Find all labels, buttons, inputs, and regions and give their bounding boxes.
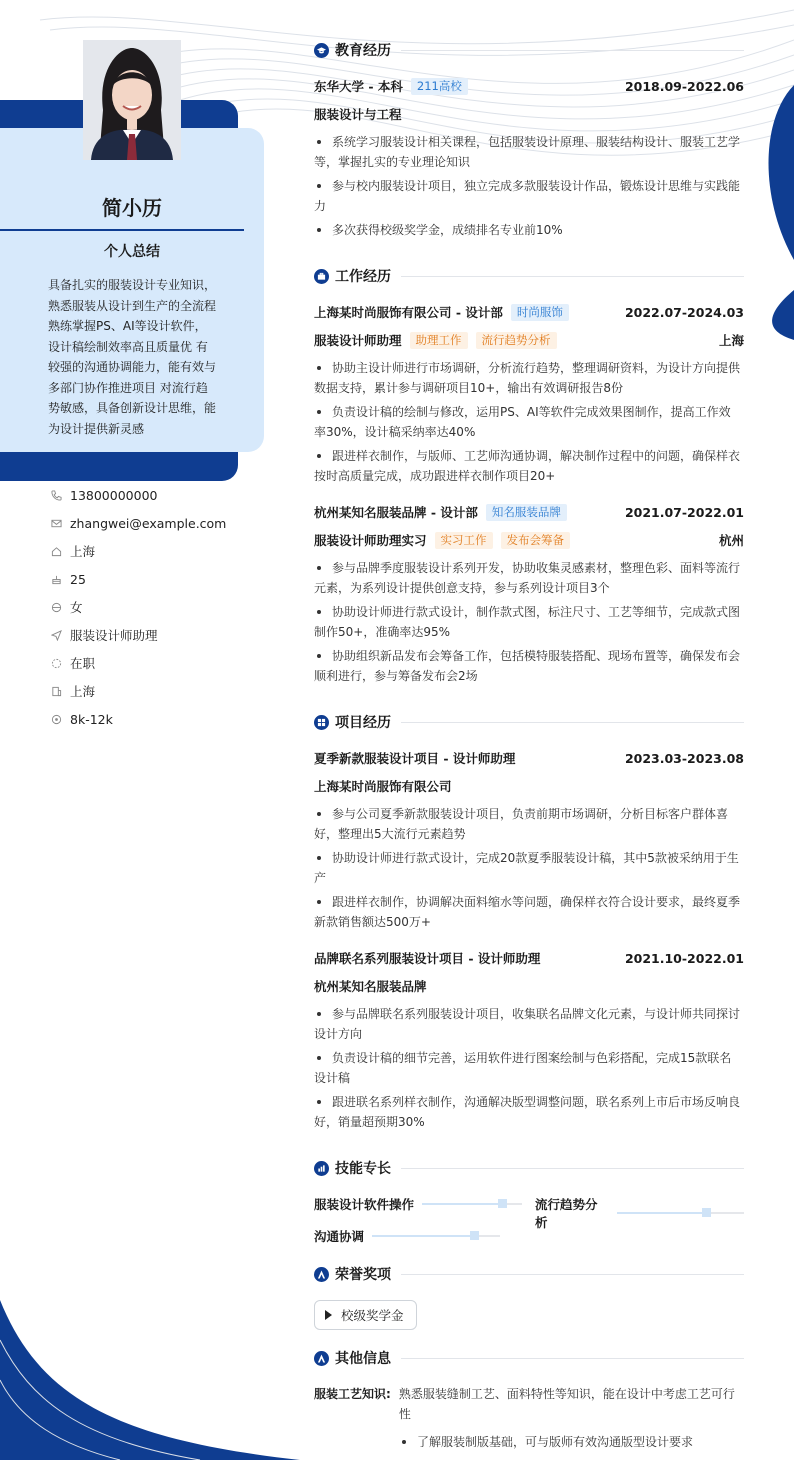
skill-bar-fill [617,1212,706,1214]
project-section-header [314,712,744,732]
skill-item [314,1227,500,1245]
section-divider [401,1274,744,1275]
skill-item [314,1195,522,1213]
info-salary [50,705,226,733]
list-item: 多次获得校级奖学金，成绩排名专业前10% [314,220,742,240]
info-value: 8k-12k [70,711,113,727]
section-title: 工作经历 [335,269,391,285]
grid-icon [314,715,329,730]
info-email [50,509,226,537]
work-date: 2021.07-2022.01 [624,504,744,520]
list-item: 了解服装制版基础，可与版师有效沟通版型设计要求 [399,1432,744,1452]
list-item: 参与品牌联名系列服装设计项目，收集联名品牌文化元素，与设计师共同探讨设计方向 [314,1004,742,1044]
summary-text: 具备扎实的服装设计专业知识，熟悉服装从设计到生产的全流程 熟练掌握PS、AI等设计软件，设计稿绘制效率高且质量优 有较强的沟通协调能力，能有效与多部门协作推进项目 对流行趋势敏感，具备创新设计思维，能为设计提供新灵感 [48,278,217,436]
skill-bar [422,1203,522,1205]
award-label: 校级奖学金 [341,1308,404,1323]
section-title: 荣誉奖项 [335,1267,391,1283]
section-divider [401,1358,744,1359]
work-section-header [314,266,744,286]
work-header-row [314,303,744,321]
school-name: 东华大学 - 本科 [314,79,403,94]
role-row [314,531,744,549]
other-section-header [314,1348,744,1368]
award-icon [314,1267,329,1282]
info-value: 在职 [70,656,96,671]
role-row [314,331,744,349]
info-age [50,565,226,593]
info-status [50,649,226,677]
project-name: 夏季新款服装设计项目 - 设计师助理 [314,751,516,766]
avatar-portrait [83,40,181,160]
info-location [50,537,226,565]
major-name: 服装设计与工程 [314,107,402,122]
role-tag: 流行趋势分析 [476,332,557,349]
mail-icon [50,517,62,529]
list-item: 负责设计稿的绘制与修改，运用PS、AI等软件完成效果图制作，提高工作效率30%，设计稿采纳率达40% [314,402,742,442]
summary-heading: 个人总结 [104,244,160,260]
section-title: 项目经历 [335,715,391,731]
graduation-cap-icon [314,43,329,58]
section-divider [401,1168,744,1169]
education-date: 2018.09-2022.06 [624,78,744,94]
list-item: 跟进联名系列样衣制作，沟通解决版型调整问题，联名系列上市后市场反响良好，销量超预期30% [314,1092,742,1132]
role-tag: 发布会筹备 [501,532,571,549]
awards-section-header [314,1264,744,1284]
info-city [50,677,226,705]
company-tag: 知名服装品牌 [486,504,567,521]
section-title: 技能专长 [335,1161,391,1177]
cake-icon [50,573,62,585]
skill-bar-fill [422,1203,502,1205]
list-item: 参与公司夏季新款服装设计项目，负责前期市场调研，分析目标客户群体喜好，整理出5大流行元素趋势 [314,804,742,844]
role-tag: 实习工作 [435,532,493,549]
project-name: 品牌联名系列服装设计项目 - 设计师助理 [314,951,541,966]
role-tag: 助理工作 [410,332,468,349]
work-city: 杭州 [718,533,744,548]
section-divider [401,276,744,277]
list-item: 系统学习服装设计相关课程，包括服装设计原理、服装结构设计、服装工艺学等，掌握扎实的专业理论知识 [314,132,742,172]
work-header-row [314,503,744,521]
project-date: 2023.03-2023.08 [624,750,744,766]
skill-bar [372,1235,500,1237]
info-position [50,621,226,649]
award-chip [314,1300,417,1330]
project-date: 2021.10-2022.01 [624,950,744,966]
send-icon [50,629,62,641]
project-header-row [314,749,744,767]
section-divider [401,722,744,723]
info-gender [50,593,226,621]
other-label: 服装工艺知识: [314,1387,391,1401]
company-tag: 时尚服饰 [511,304,569,321]
education-section-header [314,40,744,60]
contact-info-list [50,481,226,733]
project-org-row [314,977,744,995]
skill-bar-knob [470,1231,479,1240]
skill-bar [617,1212,744,1214]
major-row [314,105,744,123]
avatar [83,40,181,160]
project-org-row [314,777,744,795]
info-value: 上海 [70,544,96,559]
status-icon [50,657,62,669]
info-value: 25 [70,571,86,587]
list-item: 负责设计稿的细节完善，运用软件进行图案绘制与色彩搭配，完成15款联名设计稿 [314,1048,742,1088]
skill-name: 沟通协调 [314,1229,365,1244]
skill-bar-knob [702,1208,711,1217]
play-icon [325,1310,332,1320]
section-title: 其他信息 [335,1351,391,1367]
info-value: 女 [70,600,83,615]
info-phone [50,481,226,509]
list-item: 协助组织新品发布会筹备工作，包括模特服装搭配、现场布置等，确保发布会顺利进行，参与筹备发布会2场 [314,646,742,686]
phone-icon [50,489,62,501]
section-divider [401,50,744,51]
briefcase-icon [314,269,329,284]
skill-name: 服装设计软件操作 [314,1197,415,1212]
info-value: 13800000000 [70,487,158,503]
company-name: 上海某时尚服饰有限公司 - 设计部 [314,305,503,320]
other-value: 熟悉服装缝制工艺、面料特性等知识，能在设计中考虑工艺可行性 [398,1387,735,1421]
info-value: 服装设计师助理 [70,628,158,643]
school-tag: 211高校 [411,78,468,95]
project-header-row [314,949,744,967]
home-icon [50,545,62,557]
list-item: 参与校内服装设计项目，独立完成多款服装设计作品，锻炼设计思维与实践能力 [314,176,742,216]
role-name: 服装设计师助理实习 [314,533,427,548]
project-org: 杭州某知名服装品牌 [314,979,427,994]
skill-name: 流行趋势分析 [535,1197,598,1230]
candidate-name: 简小历 [102,196,162,220]
list-item: 参与品牌季度服装设计系列开发，协助收集灵感素材，整理色彩、面料等流行元素，为系列设计提供创意支持，参与系列设计项目3个 [314,558,742,598]
list-item: 协助主设计师进行市场调研，分析流行趋势，整理调研资料，为设计方向提供数据支持，累计参与调研项目10+，输出有效调研报告8份 [314,358,742,398]
work-city: 上海 [718,333,744,348]
list-item: 协助设计师进行款式设计，制作款式图，标注尺寸、工艺等细节，完成款式图制作50+，准确率达95% [314,602,742,642]
building-icon [50,685,62,697]
skill-bar-fill [372,1235,474,1237]
skill-item [535,1195,744,1231]
work-date: 2022.07-2024.03 [624,304,744,320]
skills-section-header [314,1158,744,1178]
section-title: 教育经历 [335,43,391,59]
list-item: 跟进样衣制作，协调解决面料缩水等问题，确保样衣符合设计要求，最终夏季新款销售额达500万+ [314,892,742,932]
skill-bar-knob [498,1199,507,1208]
other-info-row [314,1384,744,1424]
info-value: 上海 [70,684,96,699]
name-divider [0,229,244,231]
project-org: 上海某时尚服饰有限公司 [314,779,452,794]
chart-icon [314,1161,329,1176]
role-name: 服装设计师助理 [314,333,402,348]
info-icon [314,1351,329,1366]
company-name: 杭州某知名服装品牌 - 设计部 [314,505,478,520]
gender-icon [50,601,62,613]
salary-icon [50,713,62,725]
education-header-row [314,77,744,95]
list-item: 跟进样衣制作，与版师、工艺师沟通协调，解决制作过程中的问题，确保样衣按时高质量完成，成功跟进样衣制作项目20+ [314,446,742,486]
info-value: zhangwei@example.com [70,515,227,531]
list-item: 协助设计师进行款式设计，完成20款夏季服装设计稿，其中5款被采纳用于生产 [314,848,742,888]
